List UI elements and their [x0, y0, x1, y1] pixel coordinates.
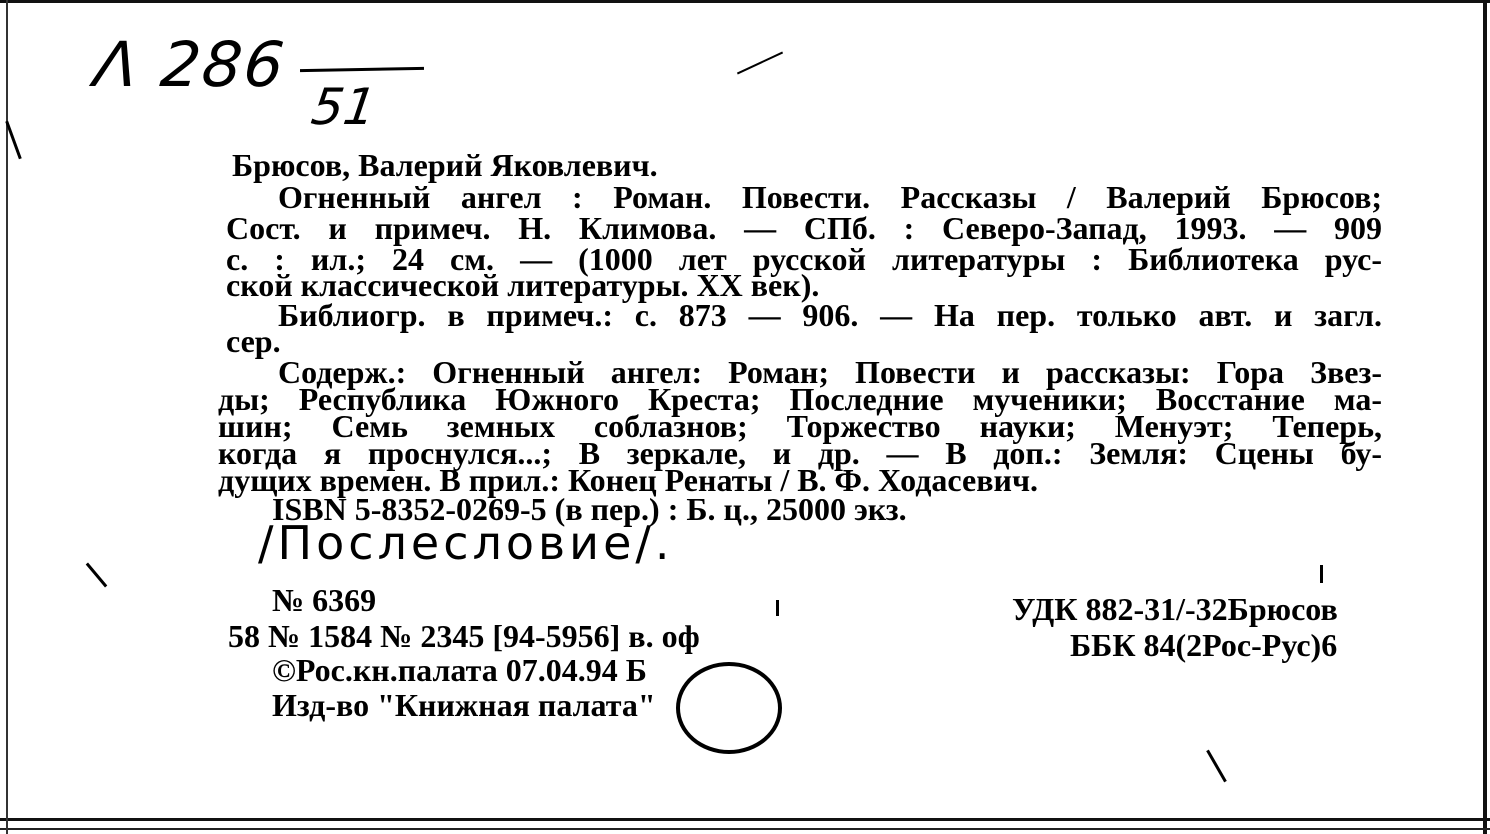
body-line-9: шин; Семь земных соблазнов; Торжество науки; Менуэт; Теперь, [218, 408, 1382, 444]
scan-mark [86, 563, 108, 588]
stamp-circle [676, 662, 782, 754]
card-border-bottom-outer [0, 828, 1490, 830]
footer-left-line-3: ©Рос.кн.палата 07.04.94 Б [272, 652, 647, 688]
footer-left-line-4: Изд-во "Книжная палата" [272, 687, 656, 723]
card-border-bottom [0, 818, 1490, 821]
scan-mark [737, 52, 783, 75]
handwritten-afterword-note: /Послесловие/. [258, 516, 674, 570]
body-line-11: дущих времен. В прил.: Конец Ренаты / В. Ф. Ходасевич. [218, 462, 1038, 498]
body-line-6: сер. [226, 323, 281, 359]
body-line-1: Огненный ангел : Роман. Повести. Рассказы / Валерий Брюсов; [278, 179, 1382, 215]
footer-left-line-1: № 6369 [272, 582, 377, 618]
scan-mark [776, 600, 779, 616]
isbn-line: ISBN 5-8352-0269-5 (в пер.) : Б. ц., 25000 экз. [272, 491, 907, 527]
shelfmark-bottom: 51 [307, 78, 380, 136]
card-border-right [1483, 0, 1487, 834]
scan-mark [1206, 750, 1227, 783]
author-heading: Брюсов, Валерий Яковлевич. [232, 147, 658, 183]
body-line-4: ской классической литературы. XX век). [226, 267, 820, 303]
footer-left-line-2: 58 № 1584 № 2345 [94-5956] в. оф [228, 618, 700, 654]
udk-line: УДК 882-31/-32Брюсов [1012, 591, 1338, 627]
bbk-line: ББК 84(2Рос-Рус)6 [1070, 627, 1338, 663]
body-line-5: Библиогр. в примеч.: с. 873 — 906. — На пер. только авт. и загл. [278, 297, 1382, 333]
card-border-top [0, 0, 1490, 3]
body-line-8: ды; Республика Южного Креста; Последние мученики; Восстание ма- [218, 381, 1382, 417]
shelfmark-top: Λ 286 [91, 28, 290, 101]
shelfmark-divider [300, 67, 424, 72]
body-line-2: Сост. и примеч. Н. Климова. — СПб. : Северо-Запад, 1993. — 909 [226, 210, 1382, 246]
body-line-10: когда я проснулся...; В зеркале, и др. — В доп.: Земля: Сцены бу- [218, 435, 1382, 471]
scan-mark [1320, 565, 1323, 583]
body-line-7: Содерж.: Огненный ангел: Роман; Повести и рассказы: Гора Звез- [278, 354, 1382, 390]
body-line-3: с. : ил.; 24 см. — (1000 лет русской литературы : Библиотека рус- [226, 241, 1382, 277]
